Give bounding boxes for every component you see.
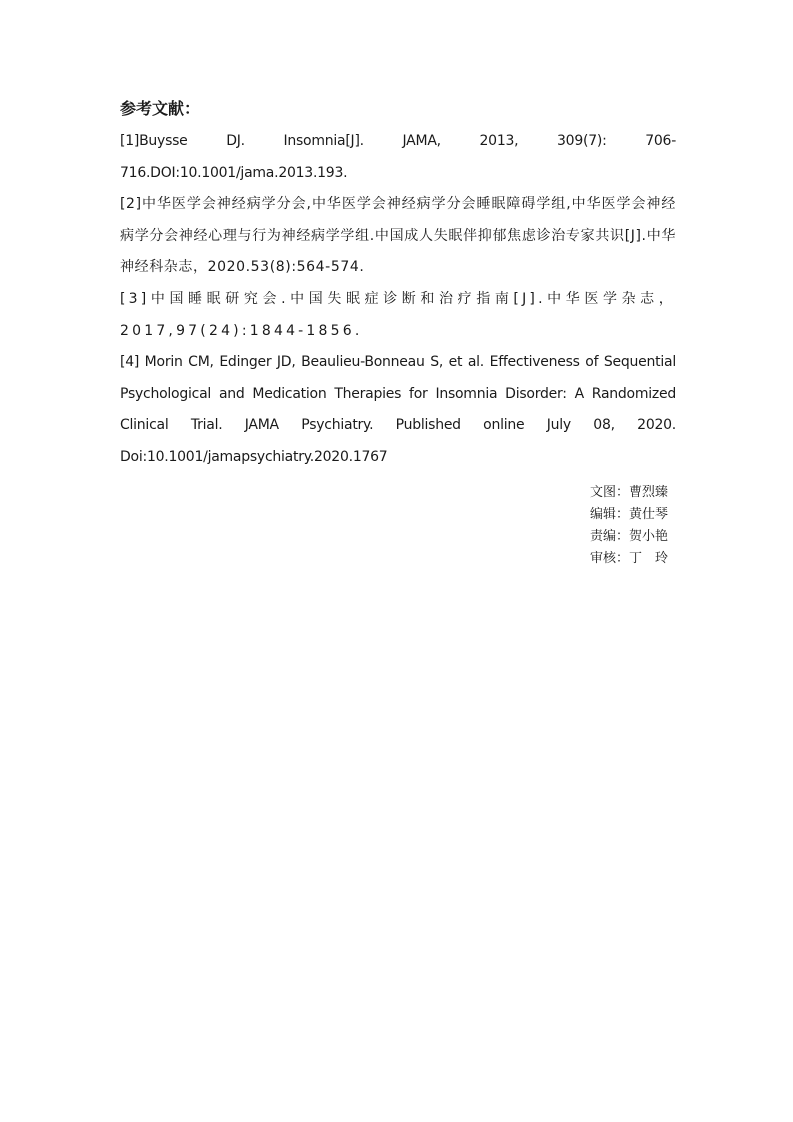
reference-1: [1]Buysse DJ. Insomnia[J]. JAMA, 2013, 309(7): 706-716.DOI:10.1001/jama.2013.193. — [120, 133, 676, 181]
credit-editor: 编辑：黄仕琴 — [590, 507, 669, 522]
credit-author: 文图：曹烈臻 — [590, 485, 669, 500]
credits-block — [590, 482, 668, 570]
credit-chief-editor: 责编：贺小艳 — [590, 529, 669, 544]
reference-list — [120, 126, 676, 474]
reference-2: [2]中华医学会神经病学分会,中华医学会神经病学分会睡眠障碍学组,中华医学会神经病学分会神经心理与行为神经病学学组.中国成人失眠伴抑郁焦虑诊治专家共识[J].中华神经科杂志，2020.53(8):564-574. — [120, 196, 676, 276]
reference-3: [3]中国睡眠研究会.中国失眠症诊断和治疗指南[J].中华医学杂志，2017,97(24):1844-1856. — [120, 290, 676, 339]
references-heading: 参考文献： — [120, 99, 201, 118]
credit-reviewer: 审核：丁 玲 — [590, 551, 669, 566]
reference-4: [4] Morin CM, Edinger JD, Beaulieu-Bonneau S, et al. Effectiveness of Sequential Psychological and Medication Therapies for Insomnia Disorder: A Randomized Clinical Trial. JAMA Psychiatry. Published online July 08, 2020. Doi:10.1001/jamapsychiatry.2020.1767 — [120, 354, 676, 465]
